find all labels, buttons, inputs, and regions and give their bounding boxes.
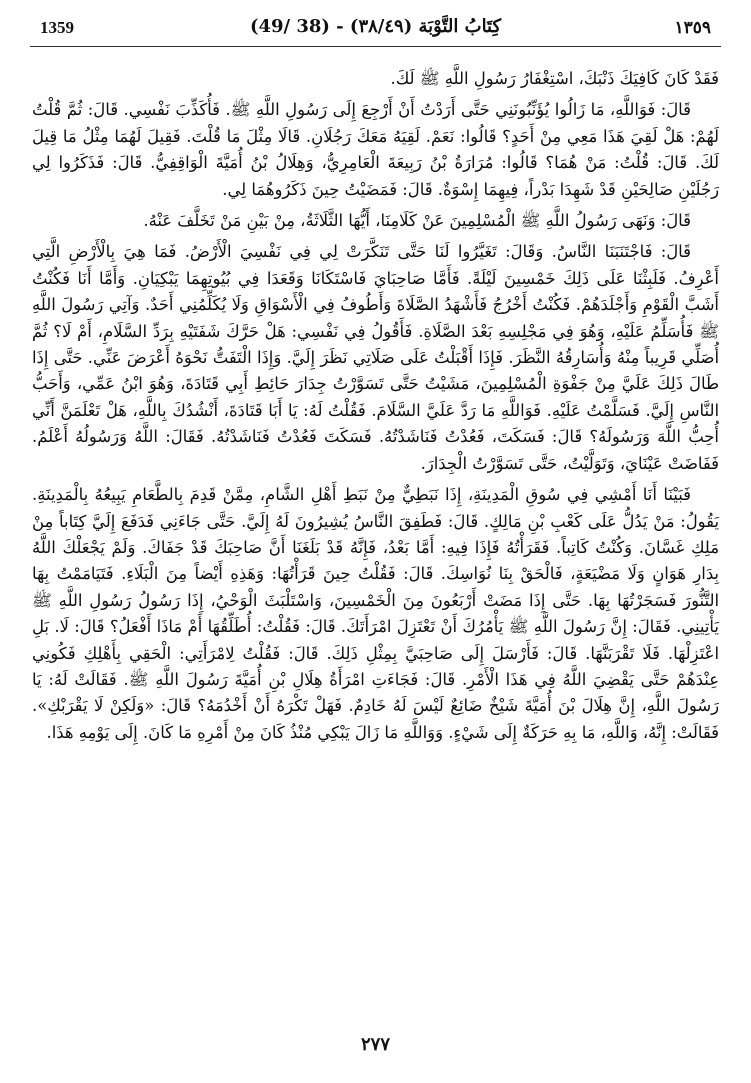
running-title: (49/ 38) - كِتَابُ التَّوْبَة (٣٨/٤٩) (249, 16, 502, 37)
page-header (30, 14, 721, 47)
page-number-arabic: ١٣٥٩ (674, 18, 711, 38)
paragraph: فَقَدْ كَانَ كَافِيَكَ ذَنْبَكَ، اسْتِغْفَارُ رَسُولِ اللَّهِ ﷺ لَكَ. (390, 69, 719, 88)
footer-page-number: ٢٧٧ (360, 1034, 390, 1055)
body-text (32, 66, 719, 751)
paragraph: قَالَ: فَاجْتَنَبَنَا النَّاسُ. وَقَالَ: تَغَيَّرُوا لَنَا حَتَّى تَنَكَّرَتْ لِي فِي نَفْسِيَ الْأَرْضُ. فَمَا هِيَ بِالْأَرْضِ الَّتِي أَعْرِفُ. فَلَبِثْنَا عَلَى ذَلِكَ خَمْسِينَ لَيْلَةً. فَأَمَّا صَاحِبَايَ فَاسْتَكَانَا وَقَعَدَا فِي بُيُوتِهِمَا يَبْكِيَانِ. وَأَمَّا أَنَا فَكُنْتُ أَشَبَّ الْقَوْمِ وَأَجْلَدَهُمْ. فَكُنْتُ أَخْرُجُ فَأَشْهَدُ الصَّلَاةَ وَأَطُوفُ فِي الْأَسْوَاقِ وَلَا يُكَلِّمُنِي أَحَدٌ. وَآتِي رَسُولَ اللَّهِ ﷺ فَأُسَلِّمُ عَلَيْهِ، وَهُوَ فِي مَجْلِسِهِ بَعْدَ الصَّلَاةِ. فَأَقُولُ فِي نَفْسِي: هَلْ حَرَّكَ شَفَتَيْهِ بِرَدِّ السَّلَامِ، أَمْ لَا؟ ثُمَّ أُصَلِّي قَرِيباً مِنْهُ وَأُسَارِقُهُ النَّظَرَ. فَإِذَا أَقْبَلْتُ عَلَى صَلَاتِي نَظَرَ إِلَيَّ. وَإِذَا الْتَفَتُّ نَحْوَهُ أَعْرَضَ عَنِّي. حَتَّى إِذَا طَالَ ذَلِكَ عَلَيَّ مِنْ جَفْوَةِ الْمُسْلِمِينَ، مَشَيْتُ حَتَّى تَسَوَّرْتُ جِدَارَ حَائِطِ أَبِي قَتَادَةَ، وَهُوَ ابْنُ عَمِّي، وَأَحَبُّ النَّاسِ إِلَيَّ. فَسَلَّمْتُ عَلَيْهِ. فَوَاللَّهِ مَا رَدَّ عَلَيَّ السَّلَامَ. فَقُلْتُ لَهُ: يَا أَبَا قَتَادَةَ، أَنْشُدُكَ بِاللَّهِ، هَلْ تَعْلَمَنَّ أَنِّي أُحِبُّ اللَّهَ وَرَسُولَهُ؟ قَالَ: فَسَكَتَ، فَعُدْتُ فَنَاشَدْتُهُ. فَسَكَتَ فَعُدْتُ فَنَاشَدْتُهُ. فَقَالَ: اللَّهُ وَرَسُولُهُ أَعْلَمُ. فَفَاضَتْ عَيْنَايَ، وَتَوَلَّيْتُ، حَتَّى تَسَوَّرْتُ الْجِدَارَ. (32, 242, 719, 473)
paragraph: قَالَ: فَوَاللَّهِ، مَا زَالُوا يُؤَنِّبُونَنِي حَتَّى أَرَدْتُ أَنْ أَرْجِعَ إِلَى رَسُولِ اللَّهِ ﷺ. فَأُكَذِّبَ نَفْسِي. قَالَ: ثُمَّ قُلْتُ لَهُمْ: هَلْ لَقِيَ هَذَا مَعِي مِنْ أَحَدٍ؟ قَالُوا: نَعَمْ. لَقِيَهُ مَعَكَ رَجُلَانِ. قَالَا مِثْلَ مَا قُلْتَ. فَقِيلَ لَهُمَا مِثْلُ مَا قِيلَ لَكَ. قَالَ: قُلْتُ: مَنْ هُمَا؟ قَالُوا: مُرَارَةُ بْنُ رَبِيعَةَ الْعَامِرِيُّ، وَهِلَالُ بْنُ أُمَيَّةَ الْوَاقِفِيُّ. قَالَ: فَذَكَرُوا لِي رَجُلَيْنِ صَالِحَيْنِ قَدْ شَهِدَا بَدْراً، فِيهِمَا إِسْوَةٌ. قَالَ: فَمَضَيْتُ حِينَ ذَكَرُوهُمَا لِي. (32, 100, 719, 199)
page-number-latin: 1359 (40, 18, 74, 37)
paragraph: فَبَيْنَا أَنَا أَمْشِي فِي سُوقِ الْمَدِينَةِ، إِذَا نَبَطِيٌّ مِنْ نَبَطِ أَهْلِ الشَّامِ، مِمَّنْ قَدِمَ بِالطَّعَامِ يَبِيعُهُ بِالْمَدِينَةِ. يَقُولُ: مَنْ يَدُلُّ عَلَى كَعْبِ بْنِ مَالِكٍ. قَالَ: فَطَفِقَ النَّاسُ يُشِيرُونَ لَهُ إِلَيَّ. حَتَّى جَاءَنِي فَدَفَعَ إِلَيَّ كِتَاباً مِنْ مَلِكِ غَسَّانَ. وَكُنْتُ كَاتِباً. فَقَرَأْتُهُ فَإِذَا فِيهِ: أَمَّا بَعْدُ، فَإِنَّهُ قَدْ بَلَغَنَا أَنَّ صَاحِبَكَ قَدْ جَفَاكَ. وَلَمْ يَجْعَلْكَ اللَّهُ بِدَارِ هَوَانٍ وَلَا مَضْيَعَةٍ، فَالْحَقْ بِنَا نُوَاسِكَ. قَالَ: فَقُلْتُ حِينَ قَرَأْتُهَا: وَهَذِهِ أَيْضاً مِنَ الْبَلَاءِ. فَتَيَامَمْتُ بِهَا التَّنُّورَ فَسَجَرْتُهَا بِهَا. حَتَّى إِذَا مَضَتْ أَرْبَعُونَ مِنَ الْخَمْسِينَ، وَاسْتَلْبَثَ الْوَحْيُ، إِذَا رَسُولُ رَسُولِ اللَّهِ ﷺ يَأْتِينِي. فَقَالَ: إِنَّ رَسُولَ اللَّهِ ﷺ يَأْمُرُكَ أَنْ تَعْتَزِلَ امْرَأَتَكَ. قَالَ: فَقُلْتُ: أُطَلِّقُهَا أَمْ مَاذَا أَفْعَلُ؟ قَالَ: لَا. بَلِ اعْتَزِلْهَا. فَلَا تَقْرَبَنَّهَا. قَالَ: فَأَرْسَلَ إِلَى صَاحِبَيَّ بِمِثْلِ ذَلِكَ. قَالَ: فَقُلْتُ لِامْرَأَتِي: الْحَقِي بِأَهْلِكِ فَكُونِي عِنْدَهُمْ حَتَّى يَقْضِيَ اللَّهُ فِي هَذَا الْأَمْرِ. قَالَ: فَجَاءَتِ امْرَأَةُ هِلَالِ بْنِ أُمَيَّةَ رَسُولَ اللَّهِ ﷺ. فَقَالَتْ لَهُ: يَا رَسُولَ اللَّهِ، إِنَّ هِلَالَ بْنَ أُمَيَّةَ شَيْخٌ ضَائِعٌ لَيْسَ لَهُ خَادِمٌ. فَهَلْ تَكْرَهُ أَنْ أَخْدُمَهُ؟ قَالَ: «وَلَكِنْ لَا يَقْرَبْكِ». فَقَالَتْ: إِنَّهُ، وَاللَّهِ، مَا بِهِ حَرَكَةٌ إِلَى شَيْءٍ. وَوَاللَّهِ مَا زَالَ يَبْكِي مُنْذُ كَانَ مِنْ أَمْرِهِ مَا كَانَ. إِلَى يَوْمِهِ هَذَا. (32, 485, 720, 742)
paragraph: قَالَ: وَنَهَى رَسُولُ اللَّهِ ﷺ الْمُسْلِمِينَ عَنْ كَلَامِنَا، أَيُّهَا الثَّلَاثَةُ، مِنْ بَيْنِ مَنْ تَخَلَّفَ عَنْهُ. (143, 211, 691, 231)
